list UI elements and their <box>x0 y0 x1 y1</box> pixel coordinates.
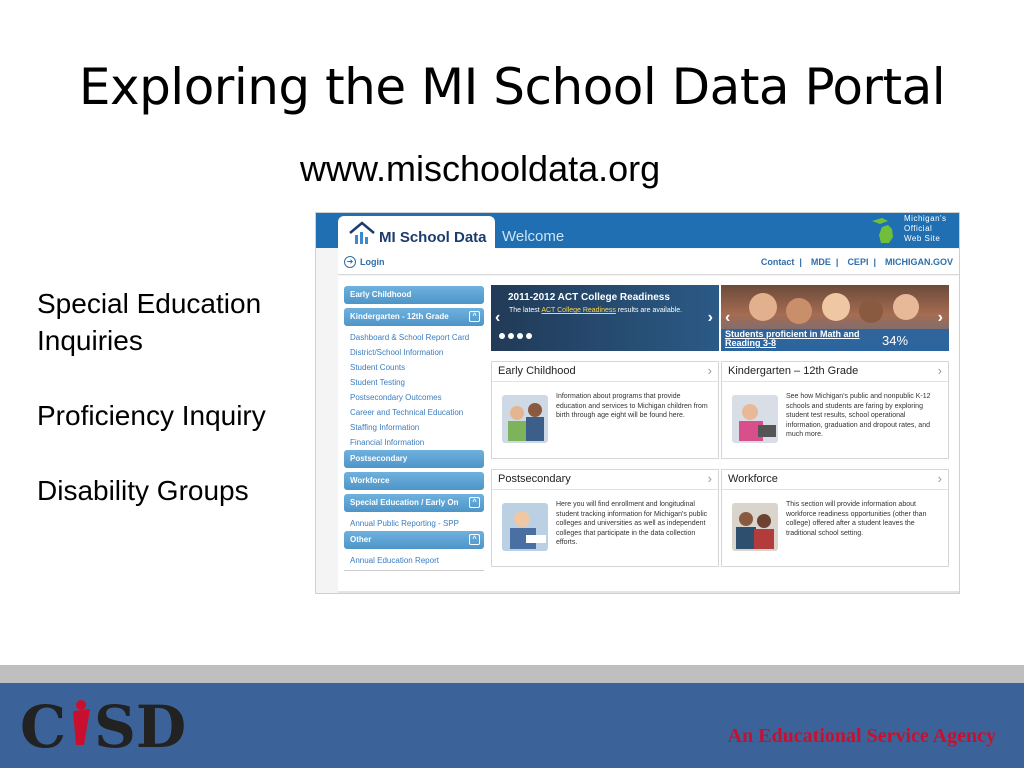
carousel-dots <box>499 333 535 339</box>
bullet-proficiency-inquiry: Proficiency Inquiry <box>37 400 266 431</box>
act-readiness-link[interactable]: ACT College Readiness <box>541 307 616 314</box>
panel-description: Here you will find enrollment and longitudinal student tracking information for Michigan's public colleges and universities as well as independent colleges that participate in the data collection efforts. <box>556 501 708 546</box>
nav-early-childhood[interactable]: Early Childhood <box>344 286 484 304</box>
bullet-list <box>37 285 307 547</box>
k12-photo <box>732 395 778 443</box>
site-header <box>316 213 960 248</box>
nav-postsecondary[interactable]: Postsecondary <box>344 450 484 468</box>
chevron-right-icon[interactable]: › <box>707 363 712 378</box>
nav-special-education[interactable] <box>344 494 484 512</box>
panel-postsecondary[interactable] <box>491 469 719 567</box>
workforce-photo <box>732 503 778 551</box>
chevron-left-icon[interactable]: ‹ <box>725 309 731 326</box>
carousel-title: 2011-2012 ACT College Readiness <box>508 292 670 303</box>
panel-description: See how Michigan's public and nonpublic K-12 schools and students are faring by exploring student test results, school operational information, graduation and dropout rates, and much more. <box>786 393 931 438</box>
postsecondary-photo <box>502 503 548 551</box>
utility-bar <box>338 249 960 275</box>
collapse-icon[interactable]: ^ <box>469 534 480 545</box>
nav-other-label: Other <box>350 535 372 544</box>
nav-divider <box>344 570 484 571</box>
act-readiness-carousel[interactable] <box>491 285 719 351</box>
chevron-left-icon[interactable]: ‹ <box>495 309 501 326</box>
chevron-right-icon[interactable]: › <box>937 471 942 486</box>
panel-k12[interactable] <box>721 361 949 459</box>
carousel-dot[interactable] <box>526 333 532 339</box>
nav-other[interactable] <box>344 531 484 549</box>
panel-header[interactable] <box>492 362 718 382</box>
cisd-logo <box>18 691 188 759</box>
panel-description: This section will provide information about workforce readiness opportunities (other than college) offered after a student leaves the traditional school setting. <box>786 501 927 537</box>
contact-link[interactable]: Contact <box>760 257 795 267</box>
bullet-disability-groups: Disability Groups <box>37 475 249 506</box>
panel-header[interactable] <box>722 362 948 382</box>
portal-screenshot <box>315 212 960 594</box>
panel-header[interactable] <box>722 470 948 490</box>
separator: | <box>799 257 802 267</box>
panel-workforce[interactable] <box>721 469 949 567</box>
nav-link-spp[interactable]: Annual Public Reporting - SPP <box>350 519 459 528</box>
logo-text: MI School Data <box>379 229 487 246</box>
nav-k12-label: Kindergarten - 12th Grade <box>350 312 449 321</box>
agency-tagline: An Educational Service Agency <box>727 725 996 747</box>
top-links <box>757 257 953 267</box>
svg-text:SD: SD <box>94 693 187 759</box>
panel-early-childhood[interactable] <box>491 361 719 459</box>
separator: | <box>835 257 839 267</box>
nav-link-student-testing[interactable]: Student Testing <box>350 378 406 387</box>
slide-footer <box>0 683 1024 768</box>
nav-link-dashboard[interactable]: Dashboard & School Report Card <box>350 333 470 342</box>
carousel-text: The latest ACT College Readiness results are available. <box>509 307 683 314</box>
nav-link-student-counts[interactable]: Student Counts <box>350 363 406 372</box>
mde-link[interactable]: MDE <box>810 257 831 267</box>
nav-link-district-info[interactable]: District/School Information <box>350 348 444 357</box>
nav-link-financial[interactable]: Financial Information <box>350 438 425 447</box>
login-link[interactable]: Login <box>360 257 385 267</box>
collapse-icon[interactable]: ^ <box>469 497 480 508</box>
nav-link-postsecondary-outcomes[interactable]: Postsecondary Outcomes <box>350 393 442 402</box>
nav-link-annual-education-report[interactable]: Annual Education Report <box>350 556 439 565</box>
proficiency-percent: 34% <box>882 333 909 348</box>
proficiency-caption[interactable]: Students proficient in Math and Reading 3-8 <box>725 329 860 348</box>
login-arrow-icon: ➜ <box>344 256 356 268</box>
left-nav <box>344 286 484 575</box>
nav-link-career-technical[interactable]: Career and Technical Education <box>350 408 464 417</box>
michigan-map-icon <box>868 215 900 245</box>
michigan-official-badge[interactable] <box>868 213 960 247</box>
proficiency-carousel[interactable] <box>721 285 949 351</box>
collapse-icon[interactable]: ^ <box>469 311 480 322</box>
panel-header[interactable] <box>492 470 718 490</box>
page-bottom-bar <box>338 591 960 594</box>
students-photo <box>741 287 931 329</box>
welcome-label: Welcome <box>502 228 565 245</box>
panel-title: Kindergarten – 12th Grade <box>728 365 859 377</box>
panel-title: Early Childhood <box>498 365 576 377</box>
chevron-right-icon[interactable]: › <box>937 363 942 378</box>
cepi-link[interactable]: CEPI <box>847 257 869 267</box>
separator: | <box>873 257 876 267</box>
nav-workforce[interactable]: Workforce <box>344 472 484 490</box>
panel-title: Workforce <box>728 473 778 485</box>
chevron-right-icon[interactable]: › <box>707 309 713 326</box>
nav-special-education-label: Special Education / Early On <box>350 498 459 507</box>
chevron-right-icon[interactable]: › <box>937 309 943 326</box>
house-chart-icon <box>348 221 376 247</box>
svg-text:C: C <box>20 693 67 759</box>
badge-text: Michigan's Official Web Site <box>904 214 947 243</box>
panel-description: Information about programs that provide education and services to Michigan children from birth through age eight will be found here. <box>556 393 708 419</box>
carousel-dot[interactable] <box>508 333 514 339</box>
panel-title: Postsecondary <box>498 473 571 485</box>
carousel-dot[interactable] <box>499 333 505 339</box>
page-content <box>338 276 960 591</box>
chevron-right-icon[interactable]: › <box>707 471 712 486</box>
early-childhood-photo <box>502 395 548 443</box>
footer-strip <box>0 665 1024 683</box>
carousel-dot[interactable] <box>517 333 523 339</box>
nav-link-staffing[interactable]: Staffing Information <box>350 423 420 432</box>
slide-title: Exploring the MI School Data Portal <box>78 58 946 116</box>
nav-k12[interactable] <box>344 308 484 326</box>
bullet-special-education: Special Education Inquiries <box>37 288 262 356</box>
michigan-gov-link[interactable]: MICHIGAN.GOV <box>884 257 953 267</box>
portal-url: www.mischooldata.org <box>300 148 661 189</box>
